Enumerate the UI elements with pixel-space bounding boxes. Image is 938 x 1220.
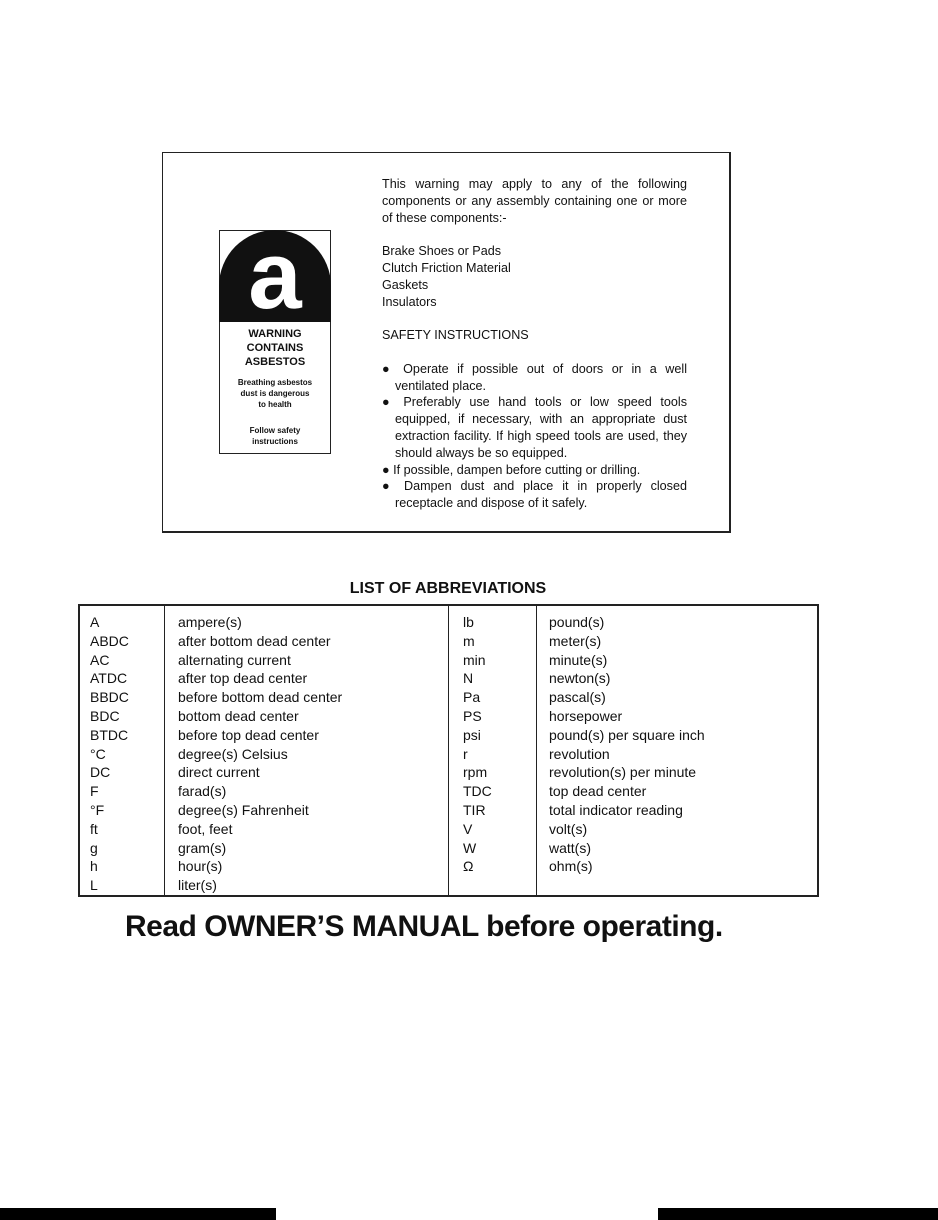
abbreviation-meaning: direct current [178, 764, 260, 781]
abbreviation: PS [463, 707, 482, 724]
abbreviation: g [90, 839, 98, 856]
abbreviation-meaning: after bottom dead center [178, 632, 331, 649]
abbreviations-title: LIST OF ABBREVIATIONS [349, 580, 547, 597]
left-meaning-column [178, 606, 342, 902]
abbreviation-meaning: meter(s) [549, 632, 602, 649]
label-line: WARNING [248, 328, 302, 340]
left-abbr-column [90, 606, 129, 902]
abbreviation-meaning: ampere(s) [178, 614, 242, 630]
abbreviation: lb [463, 614, 474, 630]
abbreviation-meaning: degree(s) Celsius [178, 745, 288, 762]
instruction-item: ● Operate if possible out of doors or in a well ventilated place. [382, 361, 687, 393]
abbreviation-meaning: total indicator reading [549, 801, 683, 818]
label-line: Breathing asbestos [237, 378, 313, 387]
abbreviation: rpm [463, 764, 488, 781]
component-item: Insulators [382, 294, 437, 309]
abbreviation: °F [90, 801, 105, 818]
right-abbr-column [463, 606, 492, 902]
abbreviation-meaning: liter(s) [178, 877, 217, 894]
warning-intro: This warning may apply to any of the following components or any assembly containing one or more of these components:- [382, 177, 687, 225]
abbreviation: r [463, 745, 468, 762]
abbreviation: BBDC [90, 689, 129, 706]
abbreviation: V [463, 820, 473, 837]
abbreviation: N [463, 670, 474, 687]
scan-bar [0, 1208, 276, 1220]
asbestos-label [219, 222, 331, 454]
abbreviation: L [90, 877, 98, 894]
label-health [220, 377, 330, 410]
abbreviation-meaning: top dead center [549, 783, 647, 800]
abbreviation-meaning: degree(s) Fahrenheit [178, 801, 309, 818]
abbreviation-meaning: gram(s) [178, 839, 227, 856]
abbreviation-meaning: before top dead center [178, 726, 319, 743]
abbreviation: min [463, 651, 486, 668]
abbreviation-meaning: pascal(s) [549, 689, 606, 706]
abbreviation-meaning: minute(s) [549, 651, 608, 668]
component-item: Brake Shoes or Pads [382, 244, 502, 259]
label-line: to health [258, 400, 292, 409]
label-line: ASBESTOS [244, 356, 306, 368]
abbreviation-meaning: horsepower [549, 707, 623, 724]
abbreviation: h [90, 858, 98, 875]
abbreviation: BTDC [90, 726, 129, 743]
asbestos-logo-icon: a [219, 230, 331, 322]
component-item: Clutch Friction Material [382, 260, 511, 275]
instruction-item: ● Dampen dust and place it in properly closed receptacle and dispose of it safely. [382, 479, 687, 511]
instruction-text: If possible, dampen before cutting or drilling. [393, 462, 641, 477]
abbreviation-meaning: after top dead center [178, 670, 308, 687]
abbreviation-meaning: hour(s) [178, 858, 223, 875]
abbreviation: ATDC [90, 670, 128, 687]
abbreviation-meaning: before bottom dead center [178, 689, 343, 706]
instruction-item: ● Preferably use hand tools or low speed tools equipped, if necessary, with an appropriate dust extraction facility. If high speed tools are used, they should always be so equipped. [382, 395, 687, 460]
abbreviation-meaning: bottom dead center [178, 707, 299, 724]
scan-bar [658, 1208, 938, 1220]
abbreviation: AC [90, 651, 110, 668]
label-line: CONTAINS [246, 342, 304, 354]
instruction-text: Dampen dust and place it in properly closed receptacle and dispose of it safely. [395, 479, 687, 511]
instruction-item: ● If possible, dampen before cutting or drilling. [382, 462, 641, 477]
component-item: Gaskets [382, 277, 429, 292]
label-line: Follow safety [249, 426, 301, 435]
abbreviation-meaning: farad(s) [178, 783, 227, 800]
abbreviation: A [90, 614, 100, 630]
abbreviation: TIR [463, 801, 486, 818]
warning-text [382, 176, 687, 512]
abbreviation: psi [463, 726, 481, 743]
label-follow [220, 425, 330, 447]
abbreviation: ft [90, 820, 98, 837]
abbreviation: DC [90, 764, 111, 781]
abbreviation: ABDC [90, 632, 129, 649]
abbreviation-meaning: alternating current [178, 651, 291, 668]
abbreviation-meaning: watt(s) [549, 839, 591, 856]
abbreviation-meaning: revolution [549, 745, 610, 762]
label-line: instructions [252, 437, 298, 446]
abbreviation: TDC [463, 783, 492, 800]
instruction-text: Operate if possible out of doors or in a well ventilated place. [395, 361, 687, 393]
abbreviation: °C [90, 745, 106, 762]
abbreviations-table [78, 604, 819, 897]
footer-heading: Read OWNER’S MANUAL before operating. [125, 910, 723, 943]
abbreviation-meaning: revolution(s) per minute [549, 764, 697, 781]
abbreviation-meaning: pound(s) per square inch [549, 726, 705, 743]
abbreviation: m [463, 632, 475, 649]
abbreviation-meaning: ohm(s) [549, 858, 593, 875]
label-line: dust is dangerous [240, 389, 310, 398]
instruction-text: Preferably use hand tools or low speed tools equipped, if necessary, with an appropriate dust extraction facility. If high speed tools are used, they should always be so equipped. [395, 395, 687, 460]
safety-heading: SAFETY INSTRUCTIONS [382, 328, 529, 343]
abbreviation-meaning: foot, feet [178, 820, 233, 837]
abbreviation: Ω [463, 858, 474, 875]
abbreviation: F [90, 783, 99, 800]
abbreviation: Pa [463, 689, 481, 706]
label-warning [220, 327, 330, 369]
abbreviation: BDC [90, 707, 120, 724]
abbreviation-meaning: newton(s) [549, 670, 611, 687]
abbreviation: W [463, 839, 477, 856]
abbreviation-meaning: volt(s) [549, 820, 588, 837]
abbreviation-meaning: pound(s) [549, 614, 605, 630]
right-meaning-column [549, 606, 705, 902]
